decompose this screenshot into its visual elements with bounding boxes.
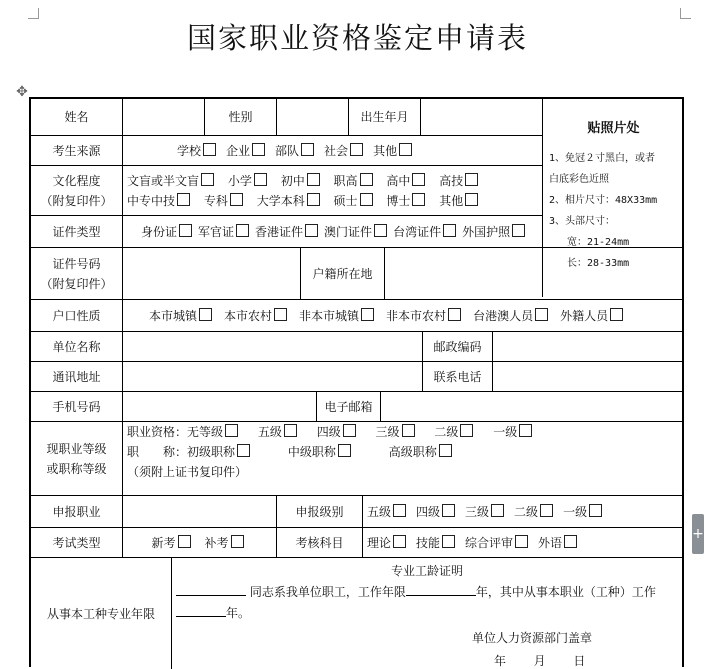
apply-level-label: 申报级别 bbox=[277, 496, 363, 527]
education-options bbox=[123, 166, 542, 215]
checkbox[interactable] bbox=[443, 224, 456, 237]
apply-level-option: 一级 bbox=[563, 504, 588, 519]
checkbox[interactable] bbox=[231, 535, 244, 548]
source-options bbox=[123, 136, 542, 165]
hukou-nature-label: 户口性质 bbox=[31, 300, 123, 331]
row-employer bbox=[31, 331, 682, 361]
checkbox[interactable] bbox=[540, 504, 553, 517]
apply-job-field[interactable] bbox=[123, 496, 277, 527]
mobile-field[interactable] bbox=[123, 392, 317, 421]
id-number-field[interactable] bbox=[123, 248, 301, 299]
birth-label: 出生年月 bbox=[349, 99, 421, 135]
hukou-options bbox=[123, 300, 682, 331]
subject-option: 外语 bbox=[538, 535, 563, 550]
checkbox[interactable] bbox=[305, 224, 318, 237]
subject-option: 综合评审 bbox=[465, 535, 514, 550]
checkbox[interactable] bbox=[236, 224, 249, 237]
date-year: 年 bbox=[494, 654, 507, 668]
checkbox[interactable] bbox=[230, 193, 243, 206]
apply-level-options bbox=[363, 496, 682, 527]
checkbox[interactable] bbox=[203, 143, 216, 156]
source-option: 社会 bbox=[324, 143, 349, 158]
table-move-icon[interactable]: ✥ bbox=[16, 84, 28, 100]
edu-option: 小学 bbox=[227, 173, 252, 188]
level-option: 三级 bbox=[375, 425, 400, 439]
checkbox[interactable] bbox=[393, 535, 406, 548]
row-work-years bbox=[31, 557, 682, 669]
postcode-label: 邮政编码 bbox=[423, 332, 493, 361]
row-hukou-nature bbox=[31, 299, 682, 331]
checkbox[interactable] bbox=[307, 173, 320, 186]
id-number-label: 证件号码 bbox=[52, 256, 101, 271]
checkbox[interactable] bbox=[564, 535, 577, 548]
checkbox[interactable] bbox=[442, 535, 455, 548]
level-option: 四级 bbox=[316, 425, 341, 439]
edu-option: 硕士 bbox=[333, 193, 358, 208]
exam-type-options bbox=[123, 528, 277, 557]
form-title: 国家职业资格鉴定申请表 bbox=[186, 21, 528, 55]
certificate-line-1b: 年，其中从事本职业（工种）工作 bbox=[475, 585, 656, 599]
postcode-field[interactable] bbox=[493, 332, 682, 361]
checkbox[interactable] bbox=[535, 308, 548, 321]
source-label: 考生来源 bbox=[31, 136, 123, 165]
row-id-type bbox=[31, 215, 542, 247]
title-prefix: 职 称：初级职称 bbox=[127, 445, 236, 459]
edu-option: 其他 bbox=[439, 193, 464, 208]
photo-note: 3、头部尺寸： bbox=[549, 216, 616, 227]
source-option: 其他 bbox=[373, 143, 398, 158]
certificate-heading: 专业工龄证明 bbox=[390, 564, 463, 578]
job-years-blank[interactable] bbox=[176, 616, 226, 617]
photo-note: 长：28-33mm bbox=[567, 258, 630, 269]
date-month: 月 bbox=[533, 654, 546, 668]
stamp-text: 单位人力资源部门盖章 bbox=[472, 631, 593, 645]
checkbox[interactable] bbox=[448, 308, 461, 321]
edu-option: 大学本科 bbox=[256, 193, 305, 208]
checkbox[interactable] bbox=[307, 193, 320, 206]
id-type-options bbox=[123, 216, 542, 247]
photo-note: 白底彩色近照 bbox=[549, 174, 609, 185]
row-current-level bbox=[31, 421, 682, 495]
checkbox[interactable] bbox=[412, 173, 425, 186]
source-option: 企业 bbox=[226, 143, 251, 158]
hukou-location-field[interactable] bbox=[385, 248, 682, 299]
date-day: 日 bbox=[573, 654, 586, 668]
row-address bbox=[31, 361, 682, 391]
phone-field[interactable] bbox=[493, 362, 682, 391]
edu-option: 中专中技 bbox=[127, 193, 176, 208]
id-option: 澳门证件 bbox=[324, 224, 373, 239]
checkbox[interactable] bbox=[519, 424, 532, 437]
checkbox[interactable] bbox=[589, 504, 602, 517]
checkbox[interactable] bbox=[338, 444, 351, 457]
work-years-certificate bbox=[172, 558, 682, 669]
level-option: 五级 bbox=[257, 425, 282, 439]
apply-level-option: 三级 bbox=[465, 504, 490, 519]
checkbox[interactable] bbox=[465, 173, 478, 186]
hukou-option: 台港澳人员 bbox=[473, 308, 534, 323]
exam-type-label: 考试类型 bbox=[31, 528, 123, 557]
current-level-label-cell bbox=[31, 422, 123, 495]
checkbox[interactable] bbox=[360, 193, 373, 206]
hukou-option: 外籍人员 bbox=[560, 308, 609, 323]
checkbox[interactable] bbox=[301, 143, 314, 156]
id-option: 香港证件 bbox=[255, 224, 304, 239]
checkbox[interactable] bbox=[274, 308, 287, 321]
address-field[interactable] bbox=[123, 362, 423, 391]
checkbox[interactable] bbox=[402, 424, 415, 437]
email-label: 电子邮箱 bbox=[317, 392, 381, 421]
email-field[interactable] bbox=[381, 392, 682, 421]
education-note: （附复印件） bbox=[40, 193, 113, 208]
mobile-label: 手机号码 bbox=[31, 392, 123, 421]
address-label: 通讯地址 bbox=[31, 362, 123, 391]
education-label-cell bbox=[31, 166, 123, 215]
checkbox[interactable] bbox=[178, 535, 191, 548]
row-mobile bbox=[31, 391, 682, 421]
phone-label: 联系电话 bbox=[423, 362, 493, 391]
checkbox[interactable] bbox=[412, 193, 425, 206]
name-label: 姓名 bbox=[31, 99, 123, 135]
id-option: 外国护照 bbox=[462, 224, 511, 239]
edu-option: 高技 bbox=[439, 173, 464, 188]
years-blank[interactable] bbox=[406, 595, 476, 596]
level-option: 二级 bbox=[434, 425, 459, 439]
checkbox[interactable] bbox=[284, 424, 297, 437]
checkbox[interactable] bbox=[512, 224, 525, 237]
hukou-option: 非本市农村 bbox=[386, 308, 447, 323]
side-add-icon[interactable]: + bbox=[692, 514, 704, 554]
checkbox[interactable] bbox=[237, 444, 250, 457]
exam-subject-options bbox=[363, 528, 682, 557]
certificate-line-2: 年。 bbox=[226, 606, 251, 620]
checkbox[interactable] bbox=[361, 308, 374, 321]
work-years-label: 从事本工种专业年限 bbox=[31, 558, 172, 669]
current-level-label: 现职业等级 bbox=[46, 441, 107, 456]
checkbox[interactable] bbox=[399, 143, 412, 156]
checkbox[interactable] bbox=[252, 143, 265, 156]
application-form-table bbox=[29, 97, 684, 667]
apply-job-label: 申报职业 bbox=[31, 496, 123, 527]
checkbox[interactable] bbox=[460, 424, 473, 437]
checkbox[interactable] bbox=[199, 308, 212, 321]
row-source bbox=[31, 135, 542, 165]
employer-label: 单位名称 bbox=[31, 332, 123, 361]
date-line bbox=[172, 652, 682, 669]
checkbox[interactable] bbox=[177, 193, 190, 206]
edu-option: 文盲或半文盲 bbox=[127, 173, 200, 188]
photo-note: 宽：21-24mm bbox=[567, 237, 630, 248]
name-blank[interactable] bbox=[176, 595, 246, 596]
current-level-label-2: 或职称等级 bbox=[46, 461, 107, 476]
photo-note: 2、相片尺寸：48X33mm bbox=[549, 195, 658, 206]
checkbox[interactable] bbox=[439, 444, 452, 457]
checkbox[interactable] bbox=[465, 193, 478, 206]
edu-option: 初中 bbox=[280, 173, 305, 188]
id-type-label: 证件类型 bbox=[31, 216, 123, 247]
name-field[interactable] bbox=[123, 99, 205, 135]
checkbox[interactable] bbox=[491, 504, 504, 517]
exam-type-option: 新考 bbox=[151, 535, 176, 550]
checkbox[interactable] bbox=[610, 308, 623, 321]
source-option: 部队 bbox=[275, 143, 300, 158]
level-option: 一级 bbox=[493, 425, 518, 439]
level-prefix: 职业资格：无等级 bbox=[127, 425, 224, 439]
photo-note: 1、免冠２寸黑白，或者 bbox=[549, 153, 656, 164]
certificate-line-1a: 同志系我单位职工，工作年限 bbox=[249, 585, 406, 599]
edu-option: 专科 bbox=[203, 193, 228, 208]
hukou-option: 本市城镇 bbox=[149, 308, 198, 323]
checkbox[interactable] bbox=[350, 143, 363, 156]
row-education bbox=[31, 165, 542, 215]
checkbox[interactable] bbox=[442, 504, 455, 517]
gender-label: 性别 bbox=[205, 99, 277, 135]
row-apply bbox=[31, 495, 682, 527]
exam-type-option: 补考 bbox=[204, 535, 229, 550]
row-name bbox=[31, 99, 542, 135]
title-option: 中级职称 bbox=[287, 445, 336, 459]
checkbox[interactable] bbox=[393, 504, 406, 517]
id-option: 军官证 bbox=[198, 224, 235, 239]
employer-field[interactable] bbox=[123, 332, 423, 361]
education-label: 文化程度 bbox=[52, 173, 101, 188]
certificate-note: （须附上证书复印件） bbox=[127, 465, 248, 479]
row-id-number bbox=[31, 247, 682, 299]
checkbox[interactable] bbox=[201, 173, 214, 186]
gender-field[interactable] bbox=[277, 99, 349, 135]
apply-level-option: 五级 bbox=[367, 504, 392, 519]
exam-subject-label: 考核科目 bbox=[277, 528, 363, 557]
id-number-label-cell bbox=[31, 248, 123, 299]
edu-option: 博士 bbox=[386, 193, 411, 208]
current-level-options bbox=[123, 422, 682, 495]
checkbox[interactable] bbox=[515, 535, 528, 548]
id-number-note: （附复印件） bbox=[40, 276, 113, 291]
apply-level-option: 四级 bbox=[416, 504, 441, 519]
checkbox[interactable] bbox=[360, 173, 373, 186]
id-option: 身份证 bbox=[141, 224, 178, 239]
title-option: 高级职称 bbox=[388, 445, 437, 459]
apply-level-option: 二级 bbox=[514, 504, 539, 519]
checkbox[interactable] bbox=[179, 224, 192, 237]
edu-option: 高中 bbox=[386, 173, 411, 188]
birth-field[interactable] bbox=[421, 99, 542, 135]
checkbox[interactable] bbox=[254, 173, 267, 186]
hukou-location-label: 户籍所在地 bbox=[301, 248, 385, 299]
photo-title: 贴照片处 bbox=[587, 121, 640, 136]
checkbox[interactable] bbox=[343, 424, 356, 437]
source-option: 学校 bbox=[177, 143, 202, 158]
edu-option: 职高 bbox=[333, 173, 358, 188]
checkbox[interactable] bbox=[374, 224, 387, 237]
hukou-option: 本市农村 bbox=[224, 308, 273, 323]
hukou-option: 非本市城镇 bbox=[299, 308, 360, 323]
row-exam bbox=[31, 527, 682, 557]
id-option: 台湾证件 bbox=[393, 224, 442, 239]
checkbox[interactable] bbox=[225, 424, 238, 437]
subject-option: 理论 bbox=[367, 535, 392, 550]
subject-option: 技能 bbox=[416, 535, 441, 550]
